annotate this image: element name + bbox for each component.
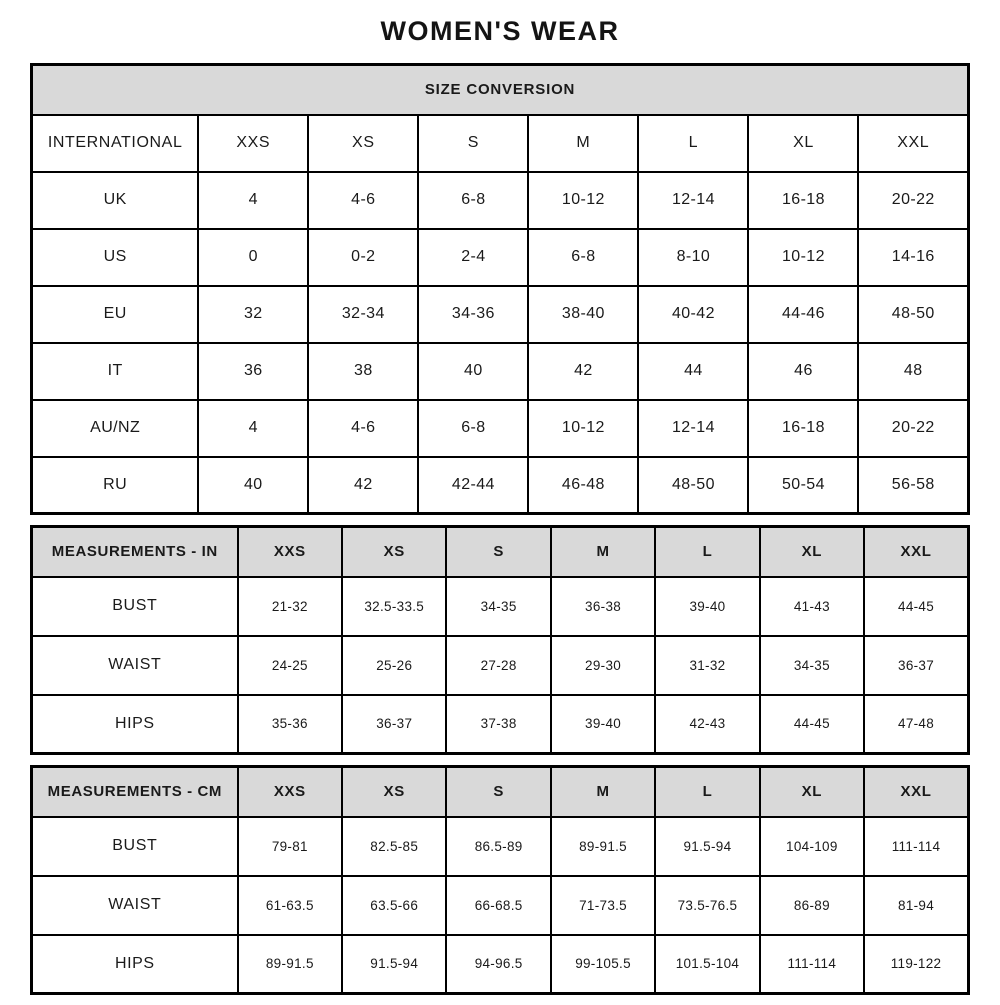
table-title: MEASUREMENTS - CM — [32, 767, 238, 817]
value-cell: 42-44 — [418, 457, 528, 514]
measurements-cm-table — [30, 765, 970, 995]
value-cell: 40-42 — [638, 286, 748, 343]
row-label: BUST — [32, 817, 238, 876]
size-column-header: XXL — [858, 115, 968, 172]
column-header-row — [32, 115, 969, 172]
row-label: UK — [32, 172, 199, 229]
value-cell: 48-50 — [638, 457, 748, 514]
size-conversion-table — [30, 63, 970, 515]
row-label: HIPS — [32, 935, 238, 994]
size-column-header: XL — [748, 115, 858, 172]
value-cell: 42 — [308, 457, 418, 514]
value-cell: 41-43 — [760, 577, 864, 636]
value-cell: 36-37 — [342, 695, 446, 754]
value-cell: 10-12 — [528, 172, 638, 229]
value-cell: 16-18 — [748, 400, 858, 457]
label-column-header: INTERNATIONAL — [32, 115, 199, 172]
row-label: BUST — [32, 577, 238, 636]
value-cell: 56-58 — [858, 457, 968, 514]
value-cell: 66-68.5 — [446, 876, 550, 935]
value-cell: 4-6 — [308, 172, 418, 229]
table-row — [32, 817, 969, 876]
page-title: WOMEN'S WEAR — [380, 16, 620, 46]
value-cell: 27-28 — [446, 636, 550, 695]
value-cell: 61-63.5 — [238, 876, 342, 935]
value-cell: 46 — [748, 343, 858, 400]
size-column-header: L — [655, 767, 759, 817]
value-cell: 0 — [198, 229, 308, 286]
value-cell: 47-48 — [864, 695, 968, 754]
value-cell: 32-34 — [308, 286, 418, 343]
value-cell: 91.5-94 — [342, 935, 446, 994]
size-column-header: M — [551, 527, 655, 577]
value-cell: 39-40 — [551, 695, 655, 754]
value-cell: 44-45 — [864, 577, 968, 636]
value-cell: 20-22 — [858, 172, 968, 229]
value-cell: 12-14 — [638, 172, 748, 229]
value-cell: 89-91.5 — [551, 817, 655, 876]
size-column-header: XS — [342, 527, 446, 577]
size-column-header: M — [528, 115, 638, 172]
size-column-header: XXS — [238, 767, 342, 817]
table-row — [32, 935, 969, 994]
value-cell: 8-10 — [638, 229, 748, 286]
value-cell: 101.5-104 — [655, 935, 759, 994]
value-cell: 104-109 — [760, 817, 864, 876]
value-cell: 12-14 — [638, 400, 748, 457]
size-column-header: XXS — [198, 115, 308, 172]
size-column-header: L — [638, 115, 748, 172]
table-banner-row — [32, 65, 969, 115]
table-row — [32, 343, 969, 400]
row-label: WAIST — [32, 876, 238, 935]
size-column-header: XXS — [238, 527, 342, 577]
size-column-header: XL — [760, 527, 864, 577]
value-cell: 48-50 — [858, 286, 968, 343]
value-cell: 48 — [858, 343, 968, 400]
value-cell: 14-16 — [858, 229, 968, 286]
value-cell: 34-35 — [760, 636, 864, 695]
size-column-header: S — [446, 527, 550, 577]
value-cell: 36-38 — [551, 577, 655, 636]
value-cell: 4 — [198, 400, 308, 457]
value-cell: 24-25 — [238, 636, 342, 695]
value-cell: 35-36 — [238, 695, 342, 754]
value-cell: 44-45 — [760, 695, 864, 754]
value-cell: 42 — [528, 343, 638, 400]
value-cell: 111-114 — [760, 935, 864, 994]
value-cell: 40 — [418, 343, 528, 400]
table-title: MEASUREMENTS - IN — [32, 527, 238, 577]
row-label: HIPS — [32, 695, 238, 754]
value-cell: 111-114 — [864, 817, 968, 876]
size-chart-page — [30, 0, 970, 995]
row-label: AU/NZ — [32, 400, 199, 457]
table-row — [32, 400, 969, 457]
measurements-in-table — [30, 525, 970, 755]
value-cell: 44-46 — [748, 286, 858, 343]
column-header-row — [32, 767, 969, 817]
value-cell: 38 — [308, 343, 418, 400]
value-cell: 36-37 — [864, 636, 968, 695]
value-cell: 36 — [198, 343, 308, 400]
table-row — [32, 286, 969, 343]
size-column-header: M — [551, 767, 655, 817]
size-column-header: XS — [342, 767, 446, 817]
size-column-header: XXL — [864, 767, 968, 817]
value-cell: 91.5-94 — [655, 817, 759, 876]
value-cell: 50-54 — [748, 457, 858, 514]
size-column-header: L — [655, 527, 759, 577]
value-cell: 21-32 — [238, 577, 342, 636]
table-row — [32, 577, 969, 636]
value-cell: 38-40 — [528, 286, 638, 343]
value-cell: 86-89 — [760, 876, 864, 935]
value-cell: 73.5-76.5 — [655, 876, 759, 935]
row-label: US — [32, 229, 199, 286]
table-row — [32, 229, 969, 286]
value-cell: 32.5-33.5 — [342, 577, 446, 636]
table-row — [32, 695, 969, 754]
size-column-header: S — [418, 115, 528, 172]
value-cell: 119-122 — [864, 935, 968, 994]
value-cell: 44 — [638, 343, 748, 400]
value-cell: 20-22 — [858, 400, 968, 457]
value-cell: 99-105.5 — [551, 935, 655, 994]
value-cell: 6-8 — [528, 229, 638, 286]
column-header-row — [32, 527, 969, 577]
value-cell: 86.5-89 — [446, 817, 550, 876]
value-cell: 10-12 — [528, 400, 638, 457]
row-label: RU — [32, 457, 199, 514]
value-cell: 25-26 — [342, 636, 446, 695]
value-cell: 63.5-66 — [342, 876, 446, 935]
value-cell: 42-43 — [655, 695, 759, 754]
value-cell: 79-81 — [238, 817, 342, 876]
value-cell: 82.5-85 — [342, 817, 446, 876]
value-cell: 4-6 — [308, 400, 418, 457]
value-cell: 81-94 — [864, 876, 968, 935]
row-label: IT — [32, 343, 199, 400]
value-cell: 32 — [198, 286, 308, 343]
table-banner-title: SIZE CONVERSION — [32, 65, 969, 115]
size-column-header: XS — [308, 115, 418, 172]
value-cell: 4 — [198, 172, 308, 229]
value-cell: 89-91.5 — [238, 935, 342, 994]
table-row — [32, 172, 969, 229]
value-cell: 39-40 — [655, 577, 759, 636]
value-cell: 16-18 — [748, 172, 858, 229]
value-cell: 29-30 — [551, 636, 655, 695]
size-column-header: XXL — [864, 527, 968, 577]
size-column-header: S — [446, 767, 550, 817]
row-label: WAIST — [32, 636, 238, 695]
value-cell: 40 — [198, 457, 308, 514]
value-cell: 10-12 — [748, 229, 858, 286]
value-cell: 37-38 — [446, 695, 550, 754]
table-row — [32, 457, 969, 514]
value-cell: 6-8 — [418, 400, 528, 457]
value-cell: 71-73.5 — [551, 876, 655, 935]
value-cell: 0-2 — [308, 229, 418, 286]
table-row — [32, 876, 969, 935]
table-row — [32, 636, 969, 695]
value-cell: 6-8 — [418, 172, 528, 229]
value-cell: 46-48 — [528, 457, 638, 514]
value-cell: 34-35 — [446, 577, 550, 636]
value-cell: 34-36 — [418, 286, 528, 343]
value-cell: 31-32 — [655, 636, 759, 695]
value-cell: 94-96.5 — [446, 935, 550, 994]
row-label: EU — [32, 286, 199, 343]
size-column-header: XL — [760, 767, 864, 817]
value-cell: 2-4 — [418, 229, 528, 286]
